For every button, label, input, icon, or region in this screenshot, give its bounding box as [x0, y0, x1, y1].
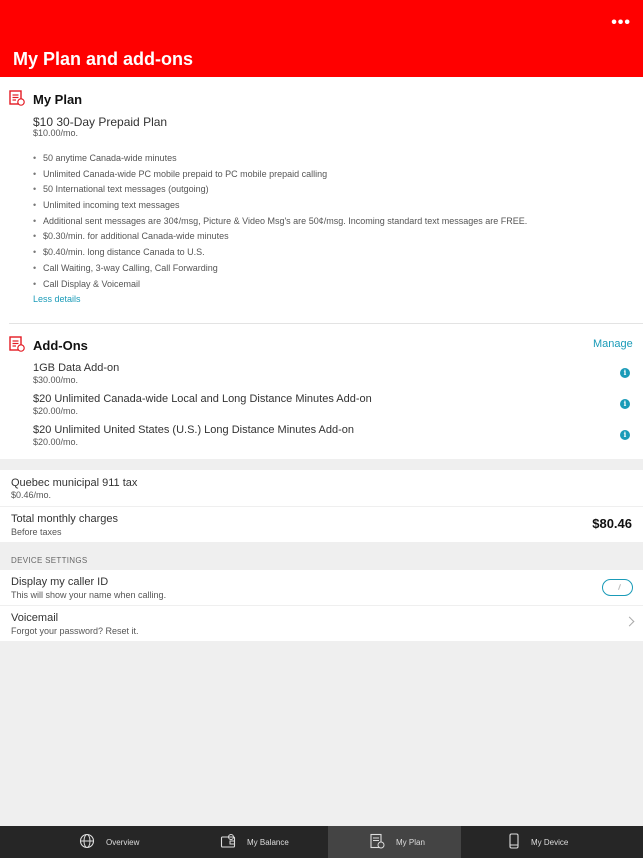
plan-features-list — [33, 152, 527, 293]
plan-feature-item: • Additional sent messages are 30¢/msg, Picture & Video Msg's are 50¢/msg. Incoming standard text messages are FREE. — [33, 215, 527, 231]
addons-document-icon — [9, 336, 25, 352]
plan-price: $10.00/mo. — [33, 128, 79, 138]
voicemail-title: Voicemail — [11, 612, 59, 624]
tab-my-device[interactable] — [461, 826, 643, 858]
section-divider — [9, 323, 643, 324]
tab-label: My Balance — [247, 838, 289, 847]
caller-id-toggle[interactable] — [602, 579, 633, 596]
toggle-knob — [618, 584, 621, 590]
tab-bar — [0, 826, 643, 858]
plan-feature-item: • Unlimited incoming text messages — [33, 199, 527, 215]
plan-feature-item: • Call Waiting, 3-way Calling, Call Forwarding — [33, 262, 527, 278]
app-header — [0, 0, 643, 77]
info-icon[interactable]: i — [620, 430, 630, 440]
tab-my-plan[interactable] — [328, 826, 461, 858]
info-icon[interactable]: i — [620, 368, 630, 378]
tax-title: Quebec municipal 911 tax — [11, 477, 138, 489]
globe-icon — [79, 833, 95, 849]
total-value: $80.46 — [592, 516, 632, 531]
manage-link[interactable]: Manage — [593, 338, 633, 350]
less-details-link[interactable]: Less details — [33, 294, 81, 304]
addon-price: $20.00/mo. — [33, 437, 79, 447]
addon-price: $20.00/mo. — [33, 406, 79, 416]
plan-feature-item: • $0.40/min. long distance Canada to U.S. — [33, 246, 527, 262]
addon-name: $20 Unlimited United States (U.S.) Long Distance Minutes Add-on — [33, 424, 354, 436]
addon-price: $30.00/mo. — [33, 375, 79, 385]
caller-id-subtitle: This will show your name when calling. — [11, 590, 167, 600]
tab-my-balance[interactable] — [194, 826, 328, 858]
tab-overview[interactable] — [0, 826, 194, 858]
tab-label: Overview — [106, 838, 140, 847]
caller-id-title: Display my caller ID — [11, 576, 109, 588]
addon-name: 1GB Data Add-on — [33, 362, 120, 374]
plan-feature-item: • Call Display & Voicemail — [33, 278, 527, 294]
plan-document-icon — [9, 90, 25, 106]
plan-name: $10 30-Day Prepaid Plan — [33, 115, 168, 129]
page-title: My Plan and add-ons — [13, 49, 194, 69]
addons-heading: Add-Ons — [33, 338, 88, 353]
plan-feature-item: • 50 International text messages (outgoing) — [33, 183, 527, 199]
info-icon[interactable]: i — [620, 399, 630, 409]
wallet-icon — [220, 833, 236, 849]
plan-feature-item: • Unlimited Canada-wide PC mobile prepaid to PC mobile prepaid calling — [33, 168, 527, 184]
device-settings-label: DEVICE SETTINGS — [11, 556, 88, 565]
more-options-icon[interactable]: ••• — [611, 14, 631, 31]
plan-feature-item: • 50 anytime Canada-wide minutes — [33, 152, 527, 168]
total-title: Total monthly charges — [11, 513, 118, 525]
phone-icon — [506, 833, 522, 849]
addon-name: $20 Unlimited Canada-wide Local and Long Distance Minutes Add-on — [33, 393, 372, 405]
total-subtitle: Before taxes — [11, 527, 62, 537]
tab-label: My Plan — [396, 838, 425, 847]
document-icon — [369, 833, 385, 849]
my-plan-heading: My Plan — [33, 92, 83, 107]
tax-price: $0.46/mo. — [11, 490, 52, 500]
voicemail-subtitle: Forgot your password? Reset it. — [11, 626, 139, 636]
plan-feature-item: • $0.30/min. for additional Canada-wide minutes — [33, 230, 527, 246]
tab-label: My Device — [531, 838, 569, 847]
